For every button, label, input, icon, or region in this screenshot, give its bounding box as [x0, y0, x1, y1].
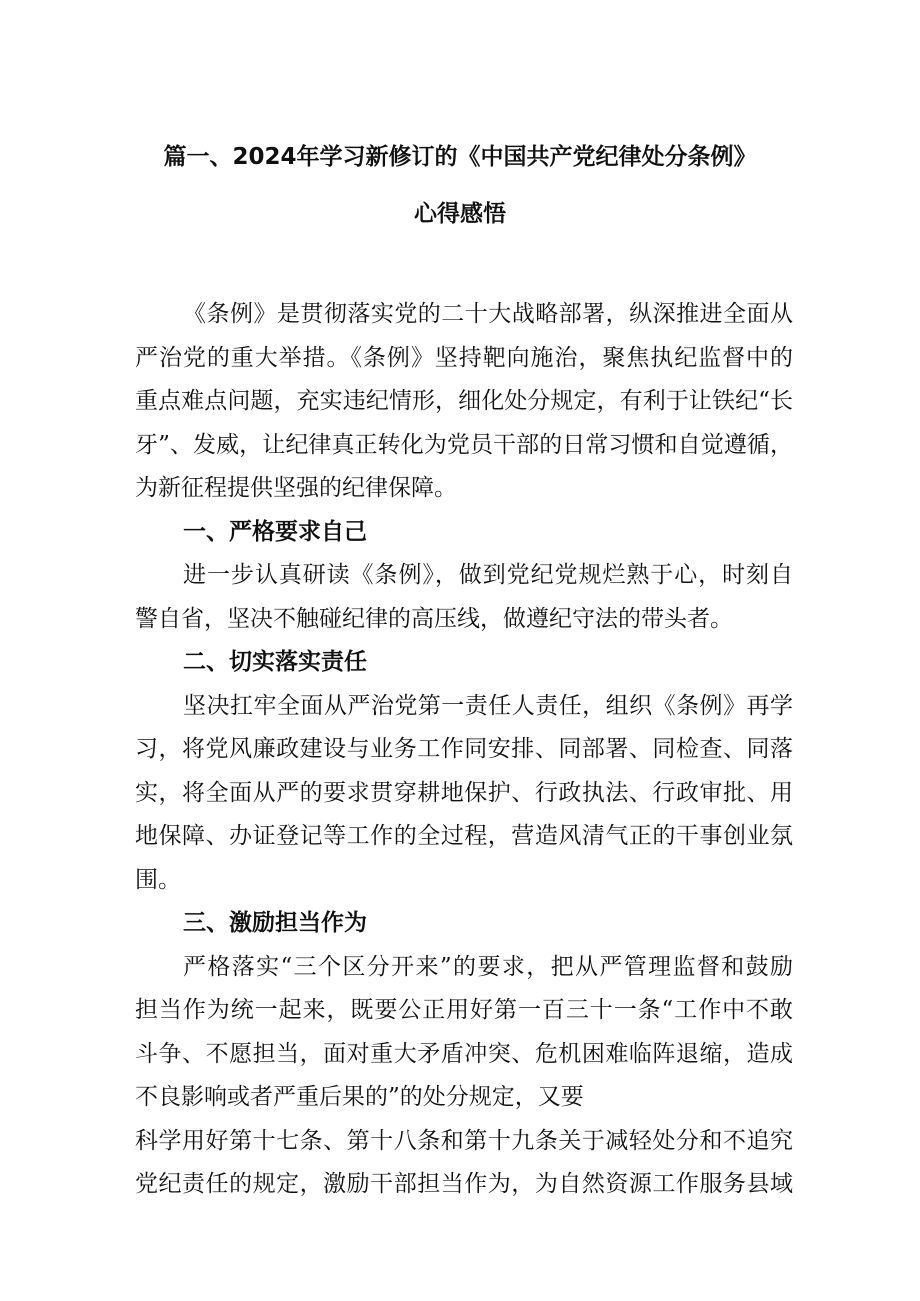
section-heading: 三、激励担当作为	[183, 910, 367, 936]
section-line: 担当作为统一起来，既要公正用好第一百三十一条“工作中不敢	[135, 997, 793, 1023]
section-line: 坚决扛牢全面从严治党第一责任人责任，组织《条例》再学	[183, 693, 793, 719]
document-title: 篇一、2024年学习新修订的《中国共产党纪律处分条例》	[163, 144, 757, 170]
section-line: 进一步认真研读《条例》，做到党纪党规烂熟于心，时刻自	[183, 562, 793, 588]
section-heading: 二、切实落实责任	[183, 649, 367, 675]
intro-line: 为新征程提供坚强的纪律保障。	[135, 475, 457, 501]
intro-line: 《条例》是贯彻落实党的二十大战略部署，纵深推进全面从	[183, 301, 793, 327]
section-line: 不良影响或者严重后果的”的处分规定，又要	[135, 1084, 584, 1110]
section-line: 围。	[135, 867, 181, 893]
section-heading: 一、严格要求自己	[183, 519, 367, 545]
document-subtitle: 心得感悟	[414, 201, 506, 227]
section-line: 地保障、办证登记等工作的全过程，营造风清气正的干事创业氛	[135, 823, 793, 849]
intro-line: 重点难点问题，充实违纪情形，细化处分规定，有利于让铁纪“长	[135, 388, 793, 414]
section-line: 警自省，坚决不触碰纪律的高压线，做遵纪守法的带头者。	[135, 606, 733, 632]
section-line: 严格落实“三个区分开来”的要求，把从严管理监督和鼓励	[183, 954, 793, 980]
section-line: 党纪责任的规定，激励干部担当作为，为自然资源工作服务县域	[135, 1171, 793, 1197]
section-line: 实，将全面从严的要求贯穿耕地保护、行政执法、行政审批、用	[135, 780, 793, 806]
section-line: 斗争、不愿担当，面对重大矛盾冲突、危机困难临阵退缩，造成	[135, 1041, 793, 1067]
section-line: 习，将党风廉政建设与业务工作同安排、同部署、同检查、同落	[135, 736, 793, 762]
section-line: 科学用好第十七条、第十八条和第十九条关于减轻处分和不追究	[135, 1128, 793, 1154]
intro-line: 牙”、发威，让纪律真正转化为党员干部的日常习惯和自觉遵循，	[135, 432, 793, 458]
intro-line: 严治党的重大举措。《条例》坚持靶向施治，聚焦执纪监督中的	[135, 345, 793, 371]
